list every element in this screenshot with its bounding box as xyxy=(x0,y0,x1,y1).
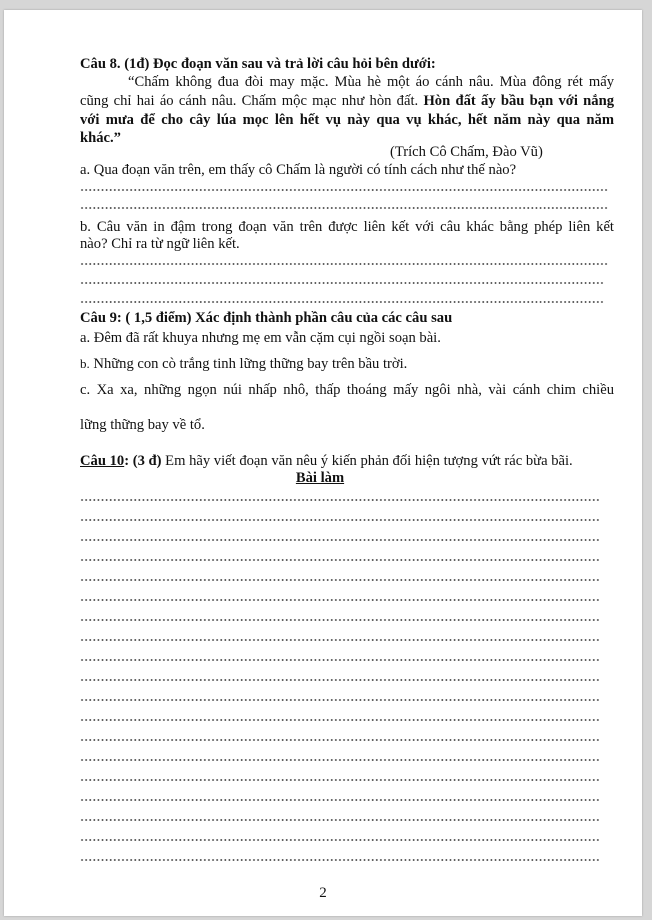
quote-bold-text: Hòn đất ấy bầu bạn với nắng xyxy=(423,93,615,109)
answer-dotted-line[interactable] xyxy=(80,859,600,861)
quote-normal-text: cũng chỉ hai áo cánh nâu. Chấm mộc mạc như hòn đất. xyxy=(80,93,419,109)
answer-dotted-line[interactable] xyxy=(80,759,600,761)
question9-item-c: c. Xa xa, những ngọn núi nhấp nhô, thấp thoáng mấy ngôi nhà, vài cánh chim chiều xyxy=(80,382,614,398)
question8-quote-bold-line: khác.” xyxy=(80,130,121,146)
item-b-text: Những con cò trắng tinh lững thững bay trên bầu trời. xyxy=(89,356,408,372)
question10-line xyxy=(80,452,614,470)
question9-heading: Câu 9: ( 1,5 điểm) Xác định thành phần câu của các câu sau xyxy=(80,310,453,326)
answer-dotted-line[interactable] xyxy=(80,659,600,661)
item-b-marker: b. xyxy=(80,356,90,371)
answer-dotted-line[interactable] xyxy=(80,799,600,801)
exam-page xyxy=(4,10,642,916)
answer-dotted-line[interactable] xyxy=(80,499,600,501)
answer-heading: Bài làm xyxy=(295,470,345,486)
question10-label: Câu 10 xyxy=(80,453,125,469)
question10-prompt: Em hãy viết đoạn văn nêu ý kiến phản đối hiện tượng vứt rác bừa bãi. xyxy=(161,453,573,469)
answer-dotted-line[interactable] xyxy=(80,189,608,191)
question9-item-c: lững thững bay về tổ. xyxy=(80,417,205,433)
question10-colon: : xyxy=(124,453,130,469)
question8-part-a: a. Qua đoạn văn trên, em thấy cô Chấm là người có tính cách như thế nào? xyxy=(80,162,517,178)
page-number: 2 xyxy=(319,885,327,901)
question8-quote-line xyxy=(80,92,614,110)
answer-dotted-line[interactable] xyxy=(80,719,600,721)
question8-quote-bold-line: với mưa để cho cây lúa mọc lên hết vụ này qua vụ khác, hết năm này qua năm xyxy=(80,112,614,128)
answer-dotted-line[interactable] xyxy=(80,819,600,821)
answer-dotted-line[interactable] xyxy=(80,779,600,781)
answer-dotted-line[interactable] xyxy=(80,579,600,581)
answer-dotted-line[interactable] xyxy=(80,699,600,701)
answer-dotted-line[interactable] xyxy=(80,599,600,601)
answer-dotted-line[interactable] xyxy=(80,619,600,621)
answer-dotted-line[interactable] xyxy=(80,301,604,303)
question8-part-b: b. Câu văn in đậm trong đoạn văn trên được liên kết với câu khác bằng phép liên kết xyxy=(80,219,614,235)
answer-dotted-line[interactable] xyxy=(80,263,608,265)
question9-item-a: a. Đêm đã rất khuya nhưng mẹ em vẫn cặm cụi ngồi soạn bài. xyxy=(80,330,441,346)
question8-heading: Câu 8. (1đ) Đọc đoạn văn sau và trả lời câu hỏi bên dưới: xyxy=(80,56,436,72)
question10-points: (3 đ) xyxy=(129,453,162,469)
answer-dotted-line[interactable] xyxy=(80,559,600,561)
answer-dotted-line[interactable] xyxy=(80,519,600,521)
answer-dotted-line[interactable] xyxy=(80,639,600,641)
answer-dotted-line[interactable] xyxy=(80,739,600,741)
question8-part-b: nào? Chỉ ra từ ngữ liên kết. xyxy=(80,236,240,252)
question9-item-b xyxy=(80,355,614,373)
answer-dotted-line[interactable] xyxy=(80,282,604,284)
answer-dotted-line[interactable] xyxy=(80,839,600,841)
answer-dotted-line[interactable] xyxy=(80,207,608,209)
answer-dotted-line[interactable] xyxy=(80,679,600,681)
question8-quote-line: “Chấm không đua đòi may mặc. Mùa hè một áo cánh nâu. Mùa đông rét mấy xyxy=(128,74,614,90)
quote-source: (Trích Cô Chấm, Đào Vũ) xyxy=(390,144,543,160)
answer-dotted-line[interactable] xyxy=(80,539,600,541)
